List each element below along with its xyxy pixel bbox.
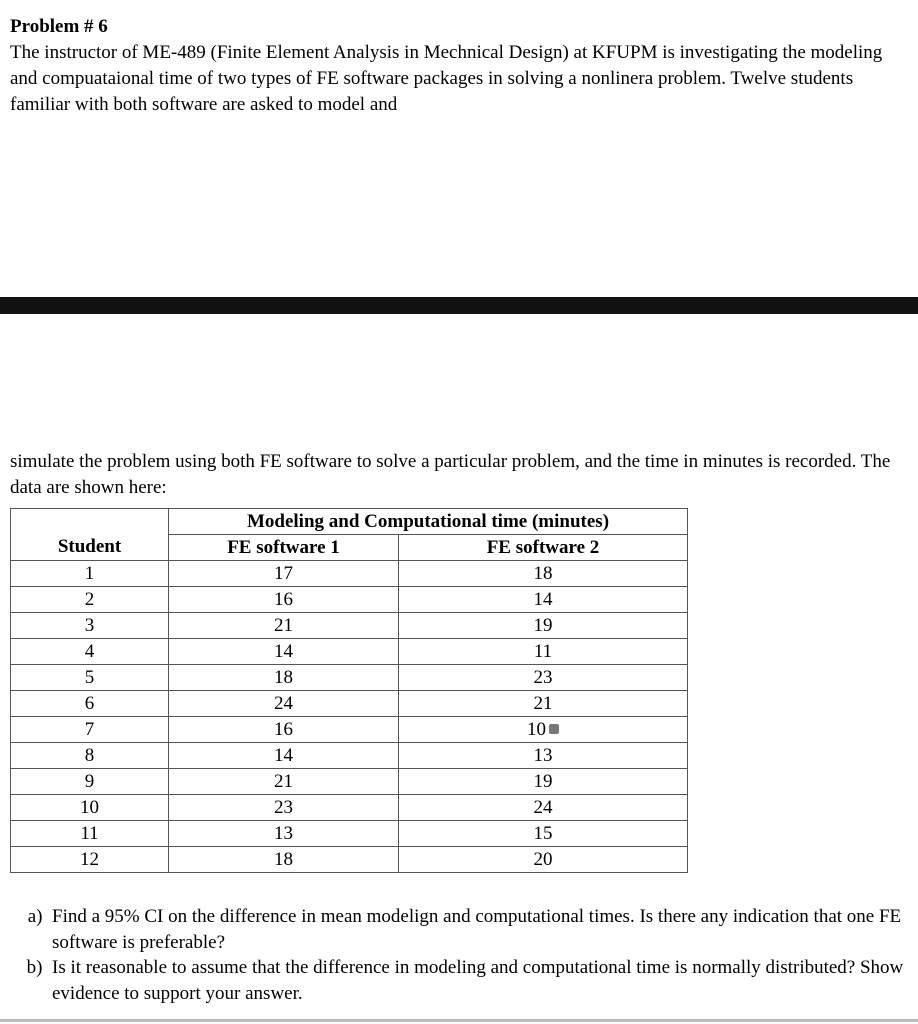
table-header-row <box>11 535 688 561</box>
software1-cell: 18 <box>169 665 399 691</box>
software2-cell: 15 <box>399 821 688 847</box>
empty-header-cell <box>11 509 169 535</box>
software1-column-header: FE software 1 <box>169 535 399 561</box>
student-column-header: Student <box>11 535 169 561</box>
software2-cell: 14 <box>399 587 688 613</box>
software1-cell: 14 <box>169 639 399 665</box>
software2-cell: 23 <box>399 665 688 691</box>
software2-cell: 24 <box>399 795 688 821</box>
table-row <box>11 769 688 795</box>
software2-cell: 19 <box>399 613 688 639</box>
software2-cell: 19 <box>399 769 688 795</box>
question-a: a. Find a 95% CI on the difference in mean modelign and computational times. Is there any indication that one FE software is preferable? <box>52 904 918 955</box>
table-row <box>11 587 688 613</box>
black-divider-bar <box>0 297 918 314</box>
student-cell: 11 <box>11 821 169 847</box>
bottom-divider <box>0 1019 918 1022</box>
software2-cell: 18 <box>399 561 688 587</box>
software1-cell: 17 <box>169 561 399 587</box>
problem-title: Problem # 6 <box>10 16 108 37</box>
table-row <box>11 639 688 665</box>
software2-cell: 13 <box>399 743 688 769</box>
comment-marker-icon[interactable] <box>549 724 559 734</box>
table-group-header-row <box>11 509 688 535</box>
table-row <box>11 613 688 639</box>
problem-continuation: simulate the problem using both FE software to solve a particular problem, and the time in minutes is recorded. The data are shown here: <box>10 451 891 498</box>
problem-intro: The instructor of ME-489 (Finite Element Analysis in Mechnical Design) at KFUPM is investigating the modeling and compuataional time of two types of FE software packages in solving a nonlinera problem. Twelve students familiar with both software are asked to model and <box>10 42 883 115</box>
software1-cell: 18 <box>169 847 399 873</box>
table-row <box>11 795 688 821</box>
group-header: Modeling and Computational time (minutes) <box>169 509 688 535</box>
student-cell: 12 <box>11 847 169 873</box>
software1-cell: 14 <box>169 743 399 769</box>
table-row <box>11 847 688 873</box>
software2-value: 10 <box>527 718 546 740</box>
software1-cell: 21 <box>169 613 399 639</box>
student-cell: 8 <box>11 743 169 769</box>
software2-cell: 20 <box>399 847 688 873</box>
table-row <box>11 561 688 587</box>
table-row <box>11 743 688 769</box>
student-cell: 6 <box>11 691 169 717</box>
software1-cell: 23 <box>169 795 399 821</box>
student-cell: 5 <box>11 665 169 691</box>
student-cell: 1 <box>11 561 169 587</box>
software2-column-header: FE software 2 <box>399 535 688 561</box>
table-row <box>11 821 688 847</box>
software1-cell: 16 <box>169 587 399 613</box>
software1-cell: 21 <box>169 769 399 795</box>
student-cell: 4 <box>11 639 169 665</box>
question-list <box>10 904 918 1006</box>
software1-cell: 24 <box>169 691 399 717</box>
software2-cell: 21 <box>399 691 688 717</box>
student-cell: 9 <box>11 769 169 795</box>
table-row <box>11 691 688 717</box>
software2-cell <box>399 717 688 743</box>
data-table <box>10 508 688 873</box>
software2-cell: 11 <box>399 639 688 665</box>
table-row <box>11 717 688 743</box>
student-cell: 7 <box>11 717 169 743</box>
question-b: b. Is it reasonable to assume that the difference in modeling and computational time is normally distributed? Show evidence to support your answer. <box>52 955 918 1006</box>
table-row <box>11 665 688 691</box>
student-cell: 3 <box>11 613 169 639</box>
student-cell: 10 <box>11 795 169 821</box>
software1-cell: 13 <box>169 821 399 847</box>
software1-cell: 16 <box>169 717 399 743</box>
student-cell: 2 <box>11 587 169 613</box>
